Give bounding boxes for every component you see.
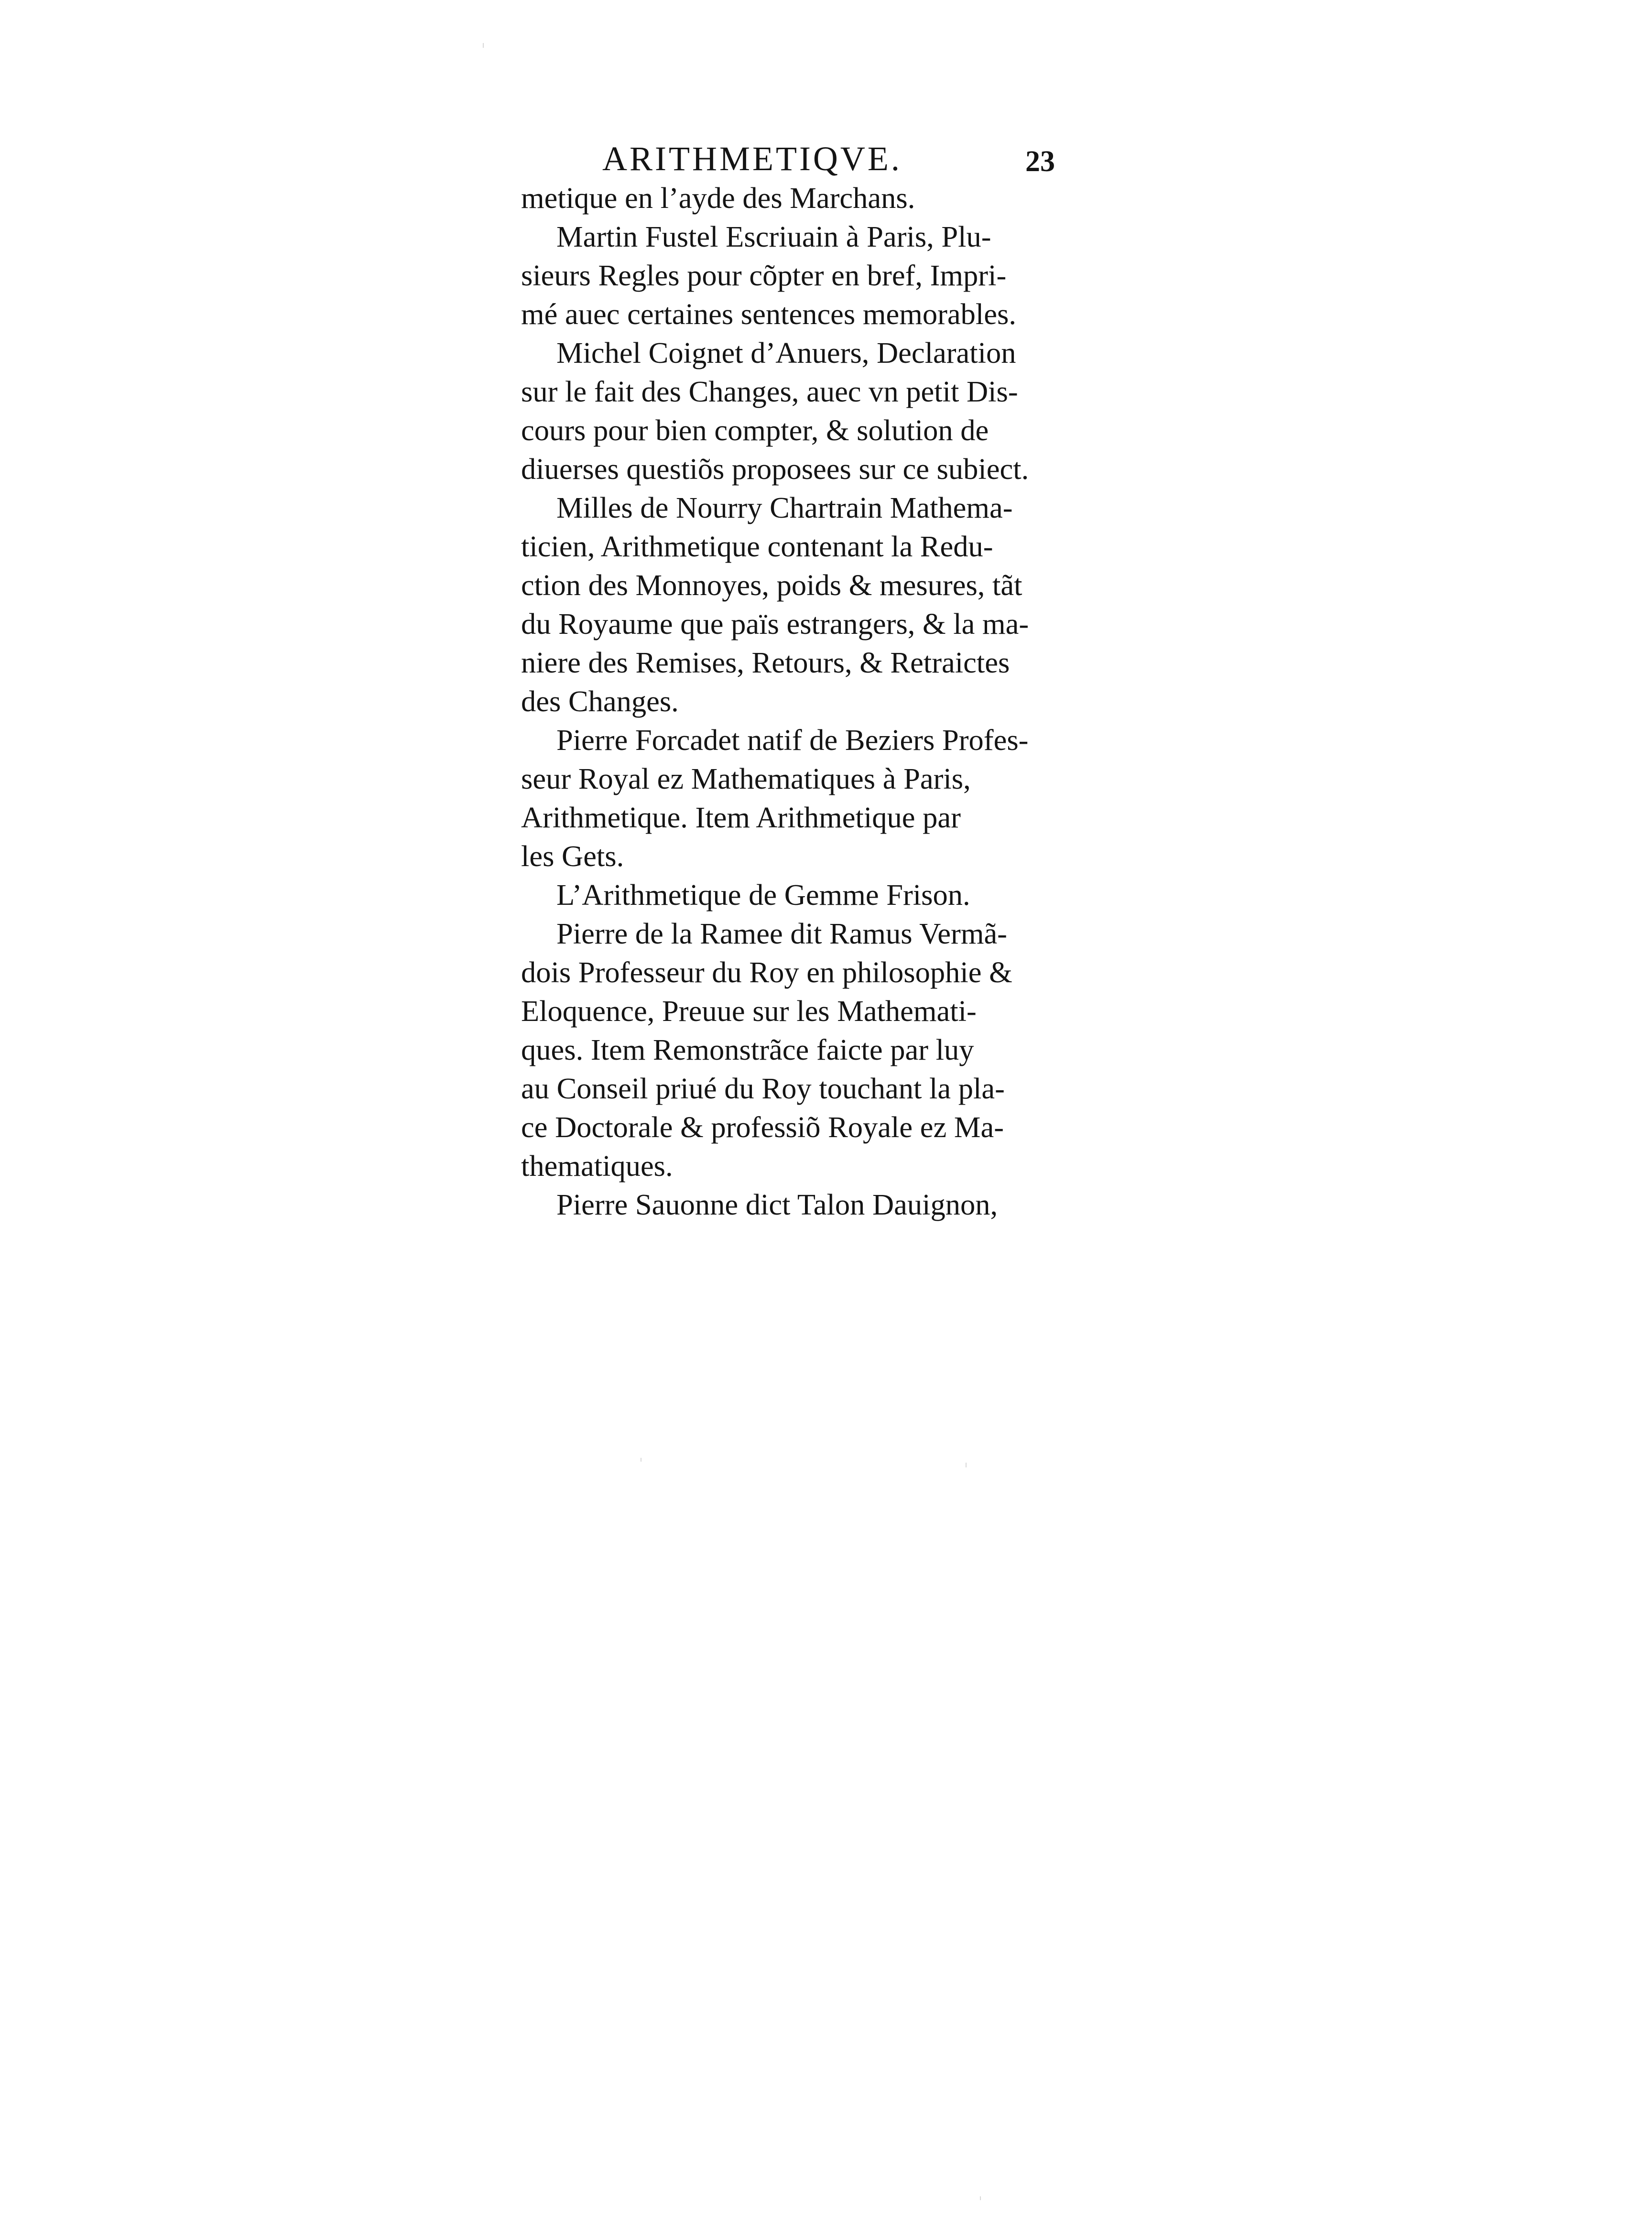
text-line: ticien, Arithmetique contenant la Redu-: [521, 530, 993, 563]
text-line: au Conseil priué du Roy touchant la pla-: [521, 1072, 1005, 1105]
paper-speck: [483, 43, 484, 48]
entry-first-line: Pierre Forcadet natif de Beziers Profes-: [556, 723, 1029, 757]
text-line: des Changes.: [521, 684, 679, 718]
text-line: diuerses questiõs proposees sur ce subiect.: [521, 452, 1029, 486]
text-line: niere des Remises, Retours, & Retraictes: [521, 646, 1010, 679]
text-line: ction des Monnoyes, poids & mesures, tãt: [521, 568, 1022, 602]
entry-first-line: Martin Fustel Escriuain à Paris, Plu-: [556, 220, 991, 253]
paper-speck: [980, 2196, 981, 2200]
entry-first-line: Pierre Sauonne dict Talon Dauignon,: [556, 1188, 998, 1221]
text-line: dois Professeur du Roy en philosophie &: [521, 955, 1012, 989]
entry-first-line: L’Arithmetique de Gemme Frison.: [556, 878, 970, 912]
page-number: 23: [1025, 145, 1055, 178]
text-line: metique en l’ayde des Marchans.: [521, 181, 915, 215]
body-text: [521, 179, 1085, 1224]
text-line: Eloquence, Preuue sur les Mathemati-: [521, 994, 977, 1028]
text-line: seur Royal ez Mathematiques à Paris,: [521, 762, 971, 795]
text-line: cours pour bien compter, & solution de: [521, 413, 989, 447]
entry-first-line: Michel Coignet d’Anuers, Declaration: [556, 336, 1016, 369]
text-line: du Royaume que païs estrangers, & la ma-: [521, 607, 1029, 640]
text-line: sieurs Regles pour cõpter en bref, Impri-: [521, 259, 1007, 292]
text-line: thematiques.: [521, 1149, 673, 1183]
text-line: mé auec certaines sentences memorables.: [521, 297, 1016, 331]
text-line: Arithmetique. Item Arithmetique par: [521, 801, 961, 834]
running-title: ARITHMETIQVE.: [602, 140, 902, 178]
text-line: ce Doctorale & professiõ Royale ez Ma-: [521, 1110, 1004, 1144]
entry-first-line: Milles de Nourry Chartrain Mathema-: [556, 491, 1013, 524]
running-head: [521, 139, 1085, 179]
text-line: sur le fait des Changes, auec vn petit Dis-: [521, 375, 1018, 408]
text-line: ques. Item Remonstrãce faicte par luy: [521, 1033, 974, 1066]
entry-first-line: Pierre de la Ramee dit Ramus Vermã-: [556, 917, 1007, 950]
paper-speck: [966, 1463, 967, 1467]
text-block: [521, 139, 1085, 1224]
text-line: les Gets.: [521, 839, 624, 873]
